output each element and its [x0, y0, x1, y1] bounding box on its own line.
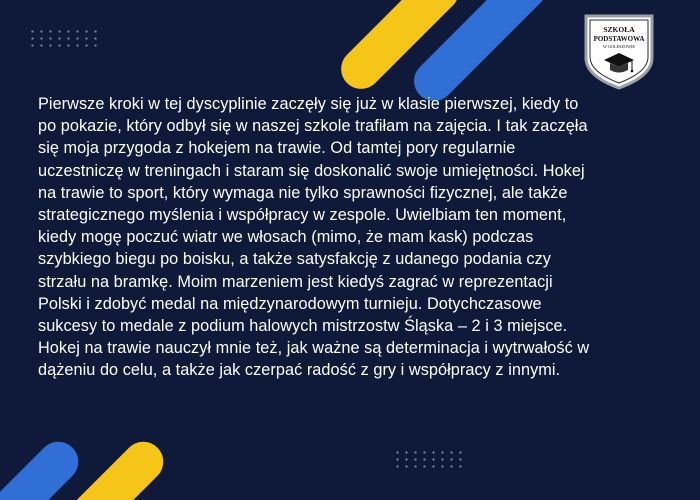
dot-pattern-bottom — [393, 449, 463, 469]
shield-icon — [580, 10, 658, 92]
blue-stripe-bottom — [0, 433, 87, 500]
badge-line-2: PODSTAWOWA — [593, 35, 645, 43]
badge-line-1: SZKOŁA — [603, 25, 635, 34]
school-badge — [580, 10, 658, 92]
badge-line-3: W GOLESZOWIE — [603, 44, 635, 49]
main-paragraph: Pierwsze kroki w tej dyscyplinie zaczęły się już w klasie pierwszej, kiedy to po pokazie, który odbył się w naszej szkole trafiłam na zajęcia. I tak zaczęła się moja przygoda z hokejem na trawie. Od tamtej pory regularnie uczestniczę w treningach i staram się doskonalić swoje umiejętności. Hokej na trawie to sport, który wymaga nie tylko sprawności fizycznej, ale także strategicznego myślenia i współpracy w zespole. Uwielbiam ten moment, kiedy mogę poczuć wiatr we włosach (mimo, że mam kask) podczas szybkiego biegu po boisku, a także satysfakcję z udanego podania czy strzału na bramkę. Moim marzeniem jest kiedyś zagrać w reprezentacji Polski i zdobyć medal na międzynarodowym turnieju. Dotychczasowe sukcesy to medale z podium halowych mistrzostw Śląska – 2 i 3 miejsce. Hokej na trawie nauczył mnie też, jak ważne są determinacja i wytrwałość w dążeniu do celu, a także jak czerpać radość z gry i współpracy z innymi. — [38, 95, 590, 380]
dot-pattern-top-left — [28, 28, 98, 48]
